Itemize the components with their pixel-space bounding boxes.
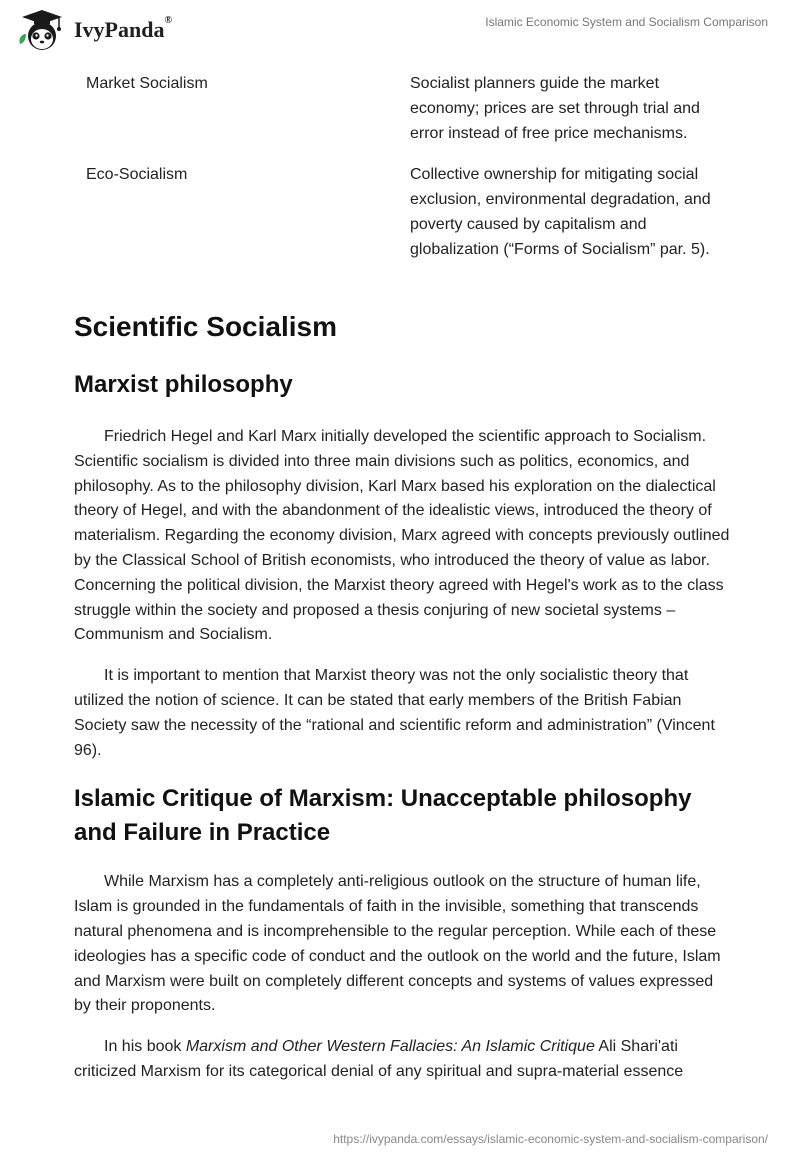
paragraph-text: In his book (104, 1038, 186, 1056)
subsection-heading: Marxist philosophy (74, 371, 293, 398)
source-url[interactable]: https://ivypanda.com/essays/islamic-economic-system-and-socialism-comparison/ (333, 1132, 768, 1146)
article-body (74, 310, 734, 1085)
subsection-heading: Islamic Critique of Marxism: Unacceptable philosophy and Failure in Practice (74, 785, 692, 847)
paragraph (74, 1035, 734, 1085)
table-definition: Socialist planners guide the market economy; prices are set through trial and error instead of free price mechanisms. (410, 75, 700, 142)
paragraph-text: Ali Shari'ati criticized Marxism for its categorical denial of any spiritual and supra-material essence (74, 1038, 684, 1080)
paragraph: While Marxism has a completely anti-religious outlook on the structure of human life, Islam is grounded in the fundamentals of faith in the invisible, something that transcends natural phenomena and is incomprehensible to the regular perception. While each of these ideologies has a specific code of conduct and the outlook on the world and the future, Islam and Marxism were built on completely different concepts and systems of values expressed by their proponents. (74, 873, 721, 1015)
table-definition: Collective ownership for mitigating social exclusion, environmental degradation, and poverty caused by capitalism and globalization (“Forms of Socialism” par. 5). (410, 166, 711, 258)
table-term: Eco-Socialism (86, 166, 188, 183)
brand-name: IvyPanda® (74, 15, 172, 42)
page-header (0, 0, 800, 60)
table-term: Market Socialism (86, 75, 208, 92)
panda-logo-icon (16, 8, 68, 52)
paragraph: Friedrich Hegel and Karl Marx initially developed the scientific approach to Socialism. Scientific socialism is divided into three main divisions such as politics, economics, and philosophy. As to the philosophy division, Karl Marx based his exploration on the dialectical theory of Hegel, and with the abandonment of the idealistic views, introduced the theory of materialism. Regarding the economy division, Marx agreed with concepts previously outlined by the Classical School of British economists, who introduced the theory of value as labor. Concerning the political division, the Marxist theory agreed with Hegel's work as to the class struggle within the society and proposed a thesis conjuring of new societal systems – Communism and Socialism. (74, 428, 730, 644)
paragraph: It is important to mention that Marxist theory was not the only socialistic theory that utilized the notion of science. It can be stated that early members of the British Fabian Society saw the necessity of the “rational and scientific reform and administration” (Vincent 96). (74, 667, 715, 759)
table-row (86, 71, 746, 146)
table-row (86, 162, 746, 262)
section-heading: Scientific Socialism (74, 311, 337, 342)
socialism-forms-table (86, 71, 746, 278)
brand-logo[interactable] (16, 8, 172, 52)
book-title: Marxism and Other Western Fallacies: An Islamic Critique (185, 1038, 595, 1056)
document-title: Islamic Economic System and Socialism Comparison (485, 15, 768, 29)
